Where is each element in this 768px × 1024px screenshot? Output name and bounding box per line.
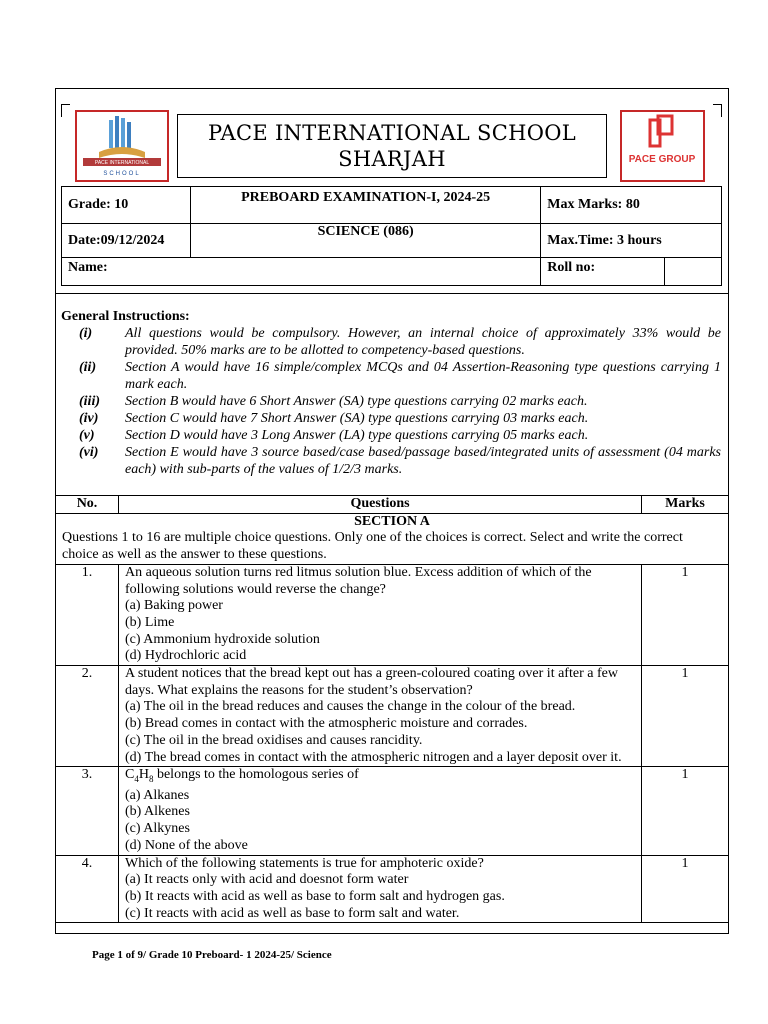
option: (d) Hydrochloric acid — [125, 648, 247, 664]
instruction-text: Section A would have 16 simple/complex MCQs and 04 Assertion-Reasoning type questions carrying 1 mark each. — [125, 360, 721, 392]
question-text: An aqueous solution turns red litmus solution blue. Excess addition of which of the following solutions would reverse the change? — [125, 564, 592, 597]
general-instructions — [61, 309, 721, 478]
svg-text:PACE GROUP: PACE GROUP — [628, 154, 696, 165]
school-name: PACE INTERNATIONAL SCHOOL — [208, 121, 576, 145]
instruction-item — [61, 427, 721, 444]
option: (d) The bread comes in contact with the atmospheric nitrogen and a layer deposit over it. — [125, 749, 622, 765]
instruction-item — [61, 444, 721, 478]
question-text-rest: belongs to the homologous series of — [153, 767, 359, 783]
table-row — [56, 767, 729, 855]
question-number: 3. — [56, 767, 119, 855]
roll-no-box — [665, 258, 722, 286]
option: (a) Baking power — [125, 598, 223, 614]
table-row — [56, 564, 729, 665]
section-note: Questions 1 to 16 are multiple choice questions. Only one of the choices is correct. Select and write the correct choice as well as the answer to these questions. — [62, 530, 683, 563]
col-header-marks: Marks — [642, 496, 729, 514]
instruction-text: Section D would have 3 Long Answer (LA) type questions carrying 05 marks each. — [125, 428, 589, 443]
option: (c) Alkynes — [125, 821, 190, 837]
instruction-text: All questions would be compulsory. However, an internal choice of approximately 33% would be provided. 50% marks are to be allotted to competency-based questions. — [125, 326, 721, 358]
col-header-no: No. — [56, 496, 119, 514]
school-logo-icon — [77, 112, 167, 180]
option: (a) Alkanes — [125, 787, 190, 803]
option: (c) It reacts with acid as well as base to form salt and water. — [125, 905, 460, 921]
instructions-title: General Instructions: — [61, 309, 190, 324]
svg-text:PACE INTERNATIONAL: PACE INTERNATIONAL — [94, 160, 150, 166]
formula-sub-8: 8 — [148, 774, 154, 785]
option: (c) Ammonium hydroxide solution — [125, 631, 320, 647]
section-row — [56, 513, 729, 564]
question-marks: 1 — [642, 564, 729, 665]
table-header-row — [56, 496, 729, 514]
instruction-item — [61, 393, 721, 410]
formula-c: C — [125, 767, 135, 783]
section-title: SECTION A — [354, 513, 430, 529]
subject-cell: SCIENCE (086) — [190, 224, 540, 258]
instruction-number: (vi) — [79, 445, 99, 460]
school-logo — [75, 110, 169, 182]
instruction-item — [61, 359, 721, 393]
formula-sub-4: 4 — [134, 774, 139, 785]
instruction-text: Section B would have 6 Short Answer (SA) type questions carrying 02 marks each. — [125, 394, 588, 409]
max-time-cell: Max.Time: 3 hours — [541, 224, 722, 258]
pace-group-logo — [620, 110, 705, 182]
svg-text:SCHOOL: SCHOOL — [103, 171, 141, 177]
option: (a) The oil in the bread reduces and causes the change in the colour of the bread. — [125, 699, 576, 715]
school-name-box — [177, 114, 607, 178]
question-text: Which of the following statements is true for amphoteric oxide? — [125, 855, 484, 871]
corner-bracket-right — [713, 104, 722, 117]
option: (b) Alkenes — [125, 804, 190, 820]
option: (b) Bread comes in contact with the atmospheric moisture and corrades. — [125, 716, 528, 732]
name-field: Name: — [62, 258, 541, 286]
instruction-text: Section C would have 7 Short Answer (SA) type questions carrying 03 marks each. — [125, 411, 589, 426]
col-header-questions: Questions — [119, 496, 642, 514]
instruction-item — [61, 325, 721, 359]
max-marks-cell: Max Marks: 80 — [541, 187, 722, 224]
pace-group-logo-icon — [622, 112, 703, 180]
question-marks: 1 — [642, 666, 729, 767]
formula-h: H — [138, 767, 149, 783]
question-text: A student notices that the bread kept out has a green-coloured coating over it after a few days. What explains the reasons for the student’s observation? — [125, 666, 618, 698]
option: (d) None of the above — [125, 837, 248, 853]
corner-bracket-left — [61, 104, 70, 117]
date-cell: Date:09/12/2024 — [62, 224, 191, 258]
option: (a) It reacts only with acid and doesnot form water — [125, 872, 409, 888]
table-row — [56, 666, 729, 767]
instruction-number: (ii) — [79, 360, 97, 375]
instruction-item — [61, 410, 721, 427]
question-number: 2. — [56, 666, 119, 767]
question-text — [125, 767, 635, 788]
exam-title-cell: PREBOARD EXAMINATION-I, 2024-25 — [190, 187, 540, 224]
question-marks: 1 — [642, 855, 729, 923]
instruction-number: (iv) — [79, 411, 99, 426]
instruction-number: (i) — [79, 326, 93, 341]
question-number: 1. — [56, 564, 119, 665]
page-footer: Page 1 of 9/ Grade 10 Preboard- 1 2024-25/ Science — [92, 949, 332, 961]
option: (b) Lime — [125, 614, 175, 630]
grade-cell: Grade: 10 — [62, 187, 191, 224]
questions-table — [55, 495, 729, 923]
instruction-number: (iii) — [79, 394, 100, 409]
instruction-text: Section E would have 3 source based/case based/passage based/integrated units of assessment (04 marks each) with sub-parts of the values of 1/2/3 marks. — [125, 445, 721, 477]
roll-no-field: Roll no: — [541, 258, 665, 286]
option: (c) The oil in the bread oxidises and causes rancidity. — [125, 732, 423, 748]
exam-header-grid — [61, 186, 722, 286]
header-separator — [55, 293, 729, 294]
school-city: SHARJAH — [338, 147, 446, 171]
table-row — [56, 855, 729, 923]
question-number: 4. — [56, 855, 119, 923]
option: (b) It reacts with acid as well as base to form salt and hydrogen gas. — [125, 888, 505, 904]
instruction-number: (v) — [79, 428, 95, 443]
question-marks: 1 — [642, 767, 729, 855]
